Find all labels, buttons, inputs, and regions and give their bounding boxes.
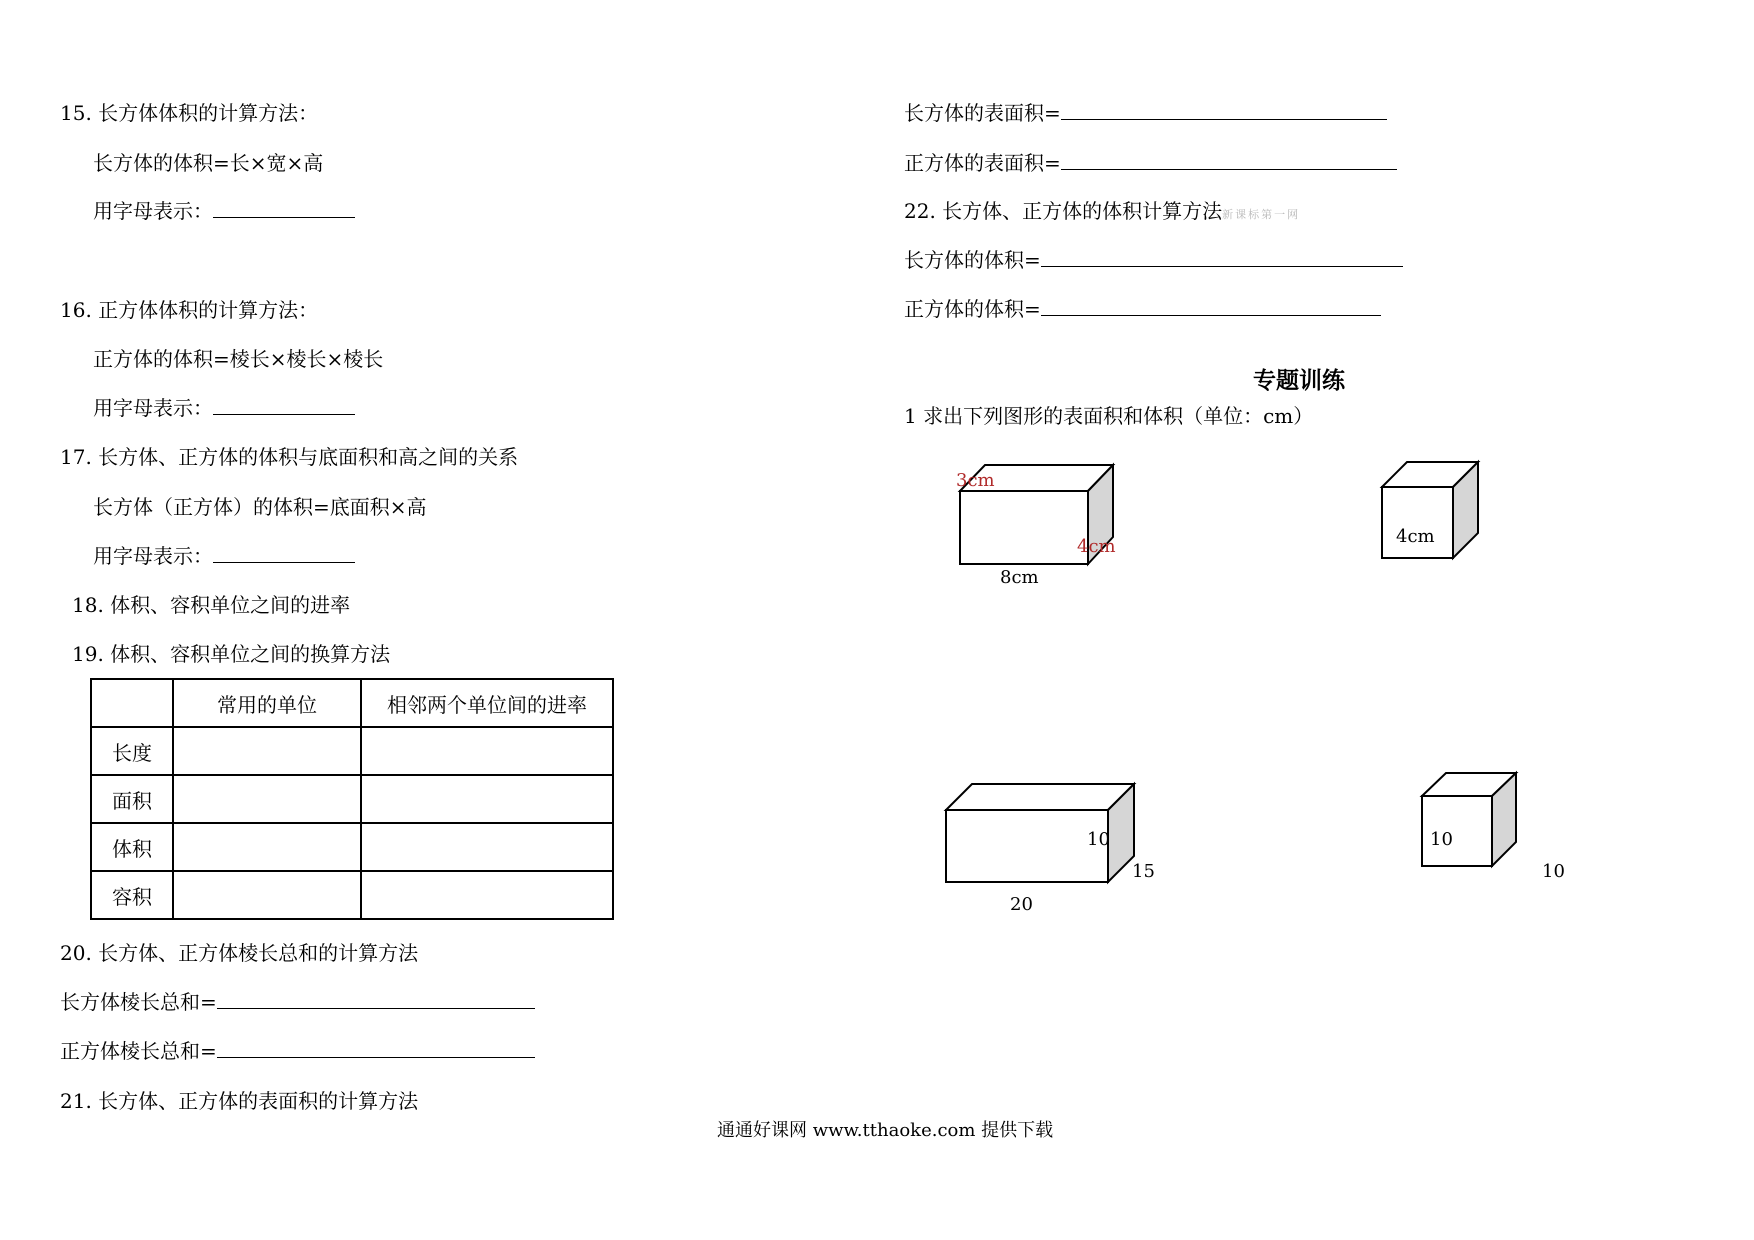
q15-title: 15. 长方体体积的计算方法：	[60, 101, 319, 125]
q20-cuboid-row	[60, 990, 535, 1014]
training-prompt: 1 求出下列图形的表面积和体积（单位：cm）	[904, 404, 1314, 428]
unit-table	[90, 678, 614, 920]
q17-letter-row	[93, 544, 355, 568]
q20-cuboid-label: 长方体棱长总和=	[60, 990, 217, 1014]
unit-table-row-label: 体积	[91, 823, 173, 871]
q20-cube-blank[interactable]	[217, 1039, 535, 1058]
q22-cuboid-row	[904, 248, 1403, 272]
q20-title: 20. 长方体、正方体棱长总和的计算方法	[60, 941, 419, 965]
fig4-cube-drawing	[1422, 773, 1516, 869]
q22-watermark: 新课标第一网	[1222, 208, 1301, 221]
fig1-length-label: 8cm	[1000, 567, 1039, 588]
q20-cube-label: 正方体棱长总和=	[60, 1039, 217, 1063]
unit-table-row-label: 长度	[91, 727, 173, 775]
surface-cuboid-blank[interactable]	[1061, 101, 1387, 120]
fig1-width-label: 3cm	[956, 470, 995, 491]
q16-letter-row	[93, 396, 355, 420]
unit-table-cell-units[interactable]	[173, 727, 361, 775]
unit-table-row	[91, 727, 613, 775]
unit-table-header-corner	[91, 679, 173, 727]
surface-cuboid-label: 长方体的表面积=	[904, 101, 1061, 125]
unit-table-cell-units[interactable]	[173, 871, 361, 919]
unit-table-row-label: 面积	[91, 775, 173, 823]
unit-table-cell-rate[interactable]	[361, 823, 613, 871]
surface-cube-row	[904, 151, 1397, 175]
unit-table-cell-rate[interactable]	[361, 871, 613, 919]
fig3-height-label: 10	[1087, 829, 1110, 850]
surface-cube-label: 正方体的表面积=	[904, 151, 1061, 175]
unit-table-cell-rate[interactable]	[361, 775, 613, 823]
unit-table-cell-rate[interactable]	[361, 727, 613, 775]
q17-letter-label: 用字母表示：	[93, 544, 213, 568]
surface-cuboid-row	[904, 101, 1387, 125]
q15-letter-row	[93, 199, 355, 223]
training-heading: 专题训练	[1253, 367, 1345, 394]
q22-cube-label: 正方体的体积=	[904, 297, 1041, 321]
fig1-height-label: 4cm	[1077, 536, 1116, 557]
q17-formula: 长方体（正方体）的体积=底面积×高	[93, 495, 427, 519]
q22-cube-row	[904, 297, 1381, 321]
unit-table-row-label: 容积	[91, 871, 173, 919]
unit-table-row	[91, 823, 613, 871]
q22-cube-blank[interactable]	[1041, 297, 1381, 316]
surface-cube-blank[interactable]	[1061, 151, 1397, 170]
q17-title: 17. 长方体、正方体的体积与底面积和高之间的关系	[60, 445, 519, 469]
unit-table-cell-units[interactable]	[173, 775, 361, 823]
q16-letter-label: 用字母表示：	[93, 396, 213, 420]
fig4-edge-right-label: 10	[1542, 861, 1565, 882]
unit-table-row	[91, 871, 613, 919]
footer-credit: 通通好课网 www.tthaoke.com 提供下载	[717, 1120, 1054, 1141]
q16-title: 16. 正方体体积的计算方法：	[60, 298, 319, 322]
q22-title-row	[904, 199, 1300, 227]
fig3-width-label: 15	[1132, 861, 1155, 882]
q16-formula: 正方体的体积=棱长×棱长×棱长	[93, 347, 384, 371]
q17-answer-blank[interactable]	[213, 544, 355, 563]
unit-table-header-row	[91, 679, 613, 727]
unit-table-header-units: 常用的单位	[173, 679, 361, 727]
q19-title: 19. 体积、容积单位之间的换算方法	[72, 642, 391, 666]
q21-title: 21. 长方体、正方体的表面积的计算方法	[60, 1089, 419, 1113]
unit-table-cell-units[interactable]	[173, 823, 361, 871]
q22-cuboid-label: 长方体的体积=	[904, 248, 1041, 272]
q20-cube-row	[60, 1039, 535, 1063]
q16-answer-blank[interactable]	[213, 396, 355, 415]
q15-answer-blank[interactable]	[213, 199, 355, 218]
q15-letter-label: 用字母表示：	[93, 199, 213, 223]
q15-formula: 长方体的体积=长×宽×高	[93, 151, 324, 175]
fig3-length-label: 20	[1010, 894, 1033, 915]
q22-cuboid-blank[interactable]	[1041, 248, 1403, 267]
unit-table-row	[91, 775, 613, 823]
fig2-edge-label: 4cm	[1396, 526, 1435, 547]
q22-title: 22. 长方体、正方体的体积计算方法	[904, 199, 1223, 223]
unit-table-header-rate: 相邻两个单位间的进率	[361, 679, 613, 727]
q20-cuboid-blank[interactable]	[217, 990, 535, 1009]
fig4-edge-label: 10	[1430, 829, 1453, 850]
q18-title: 18. 体积、容积单位之间的进率	[72, 593, 351, 617]
